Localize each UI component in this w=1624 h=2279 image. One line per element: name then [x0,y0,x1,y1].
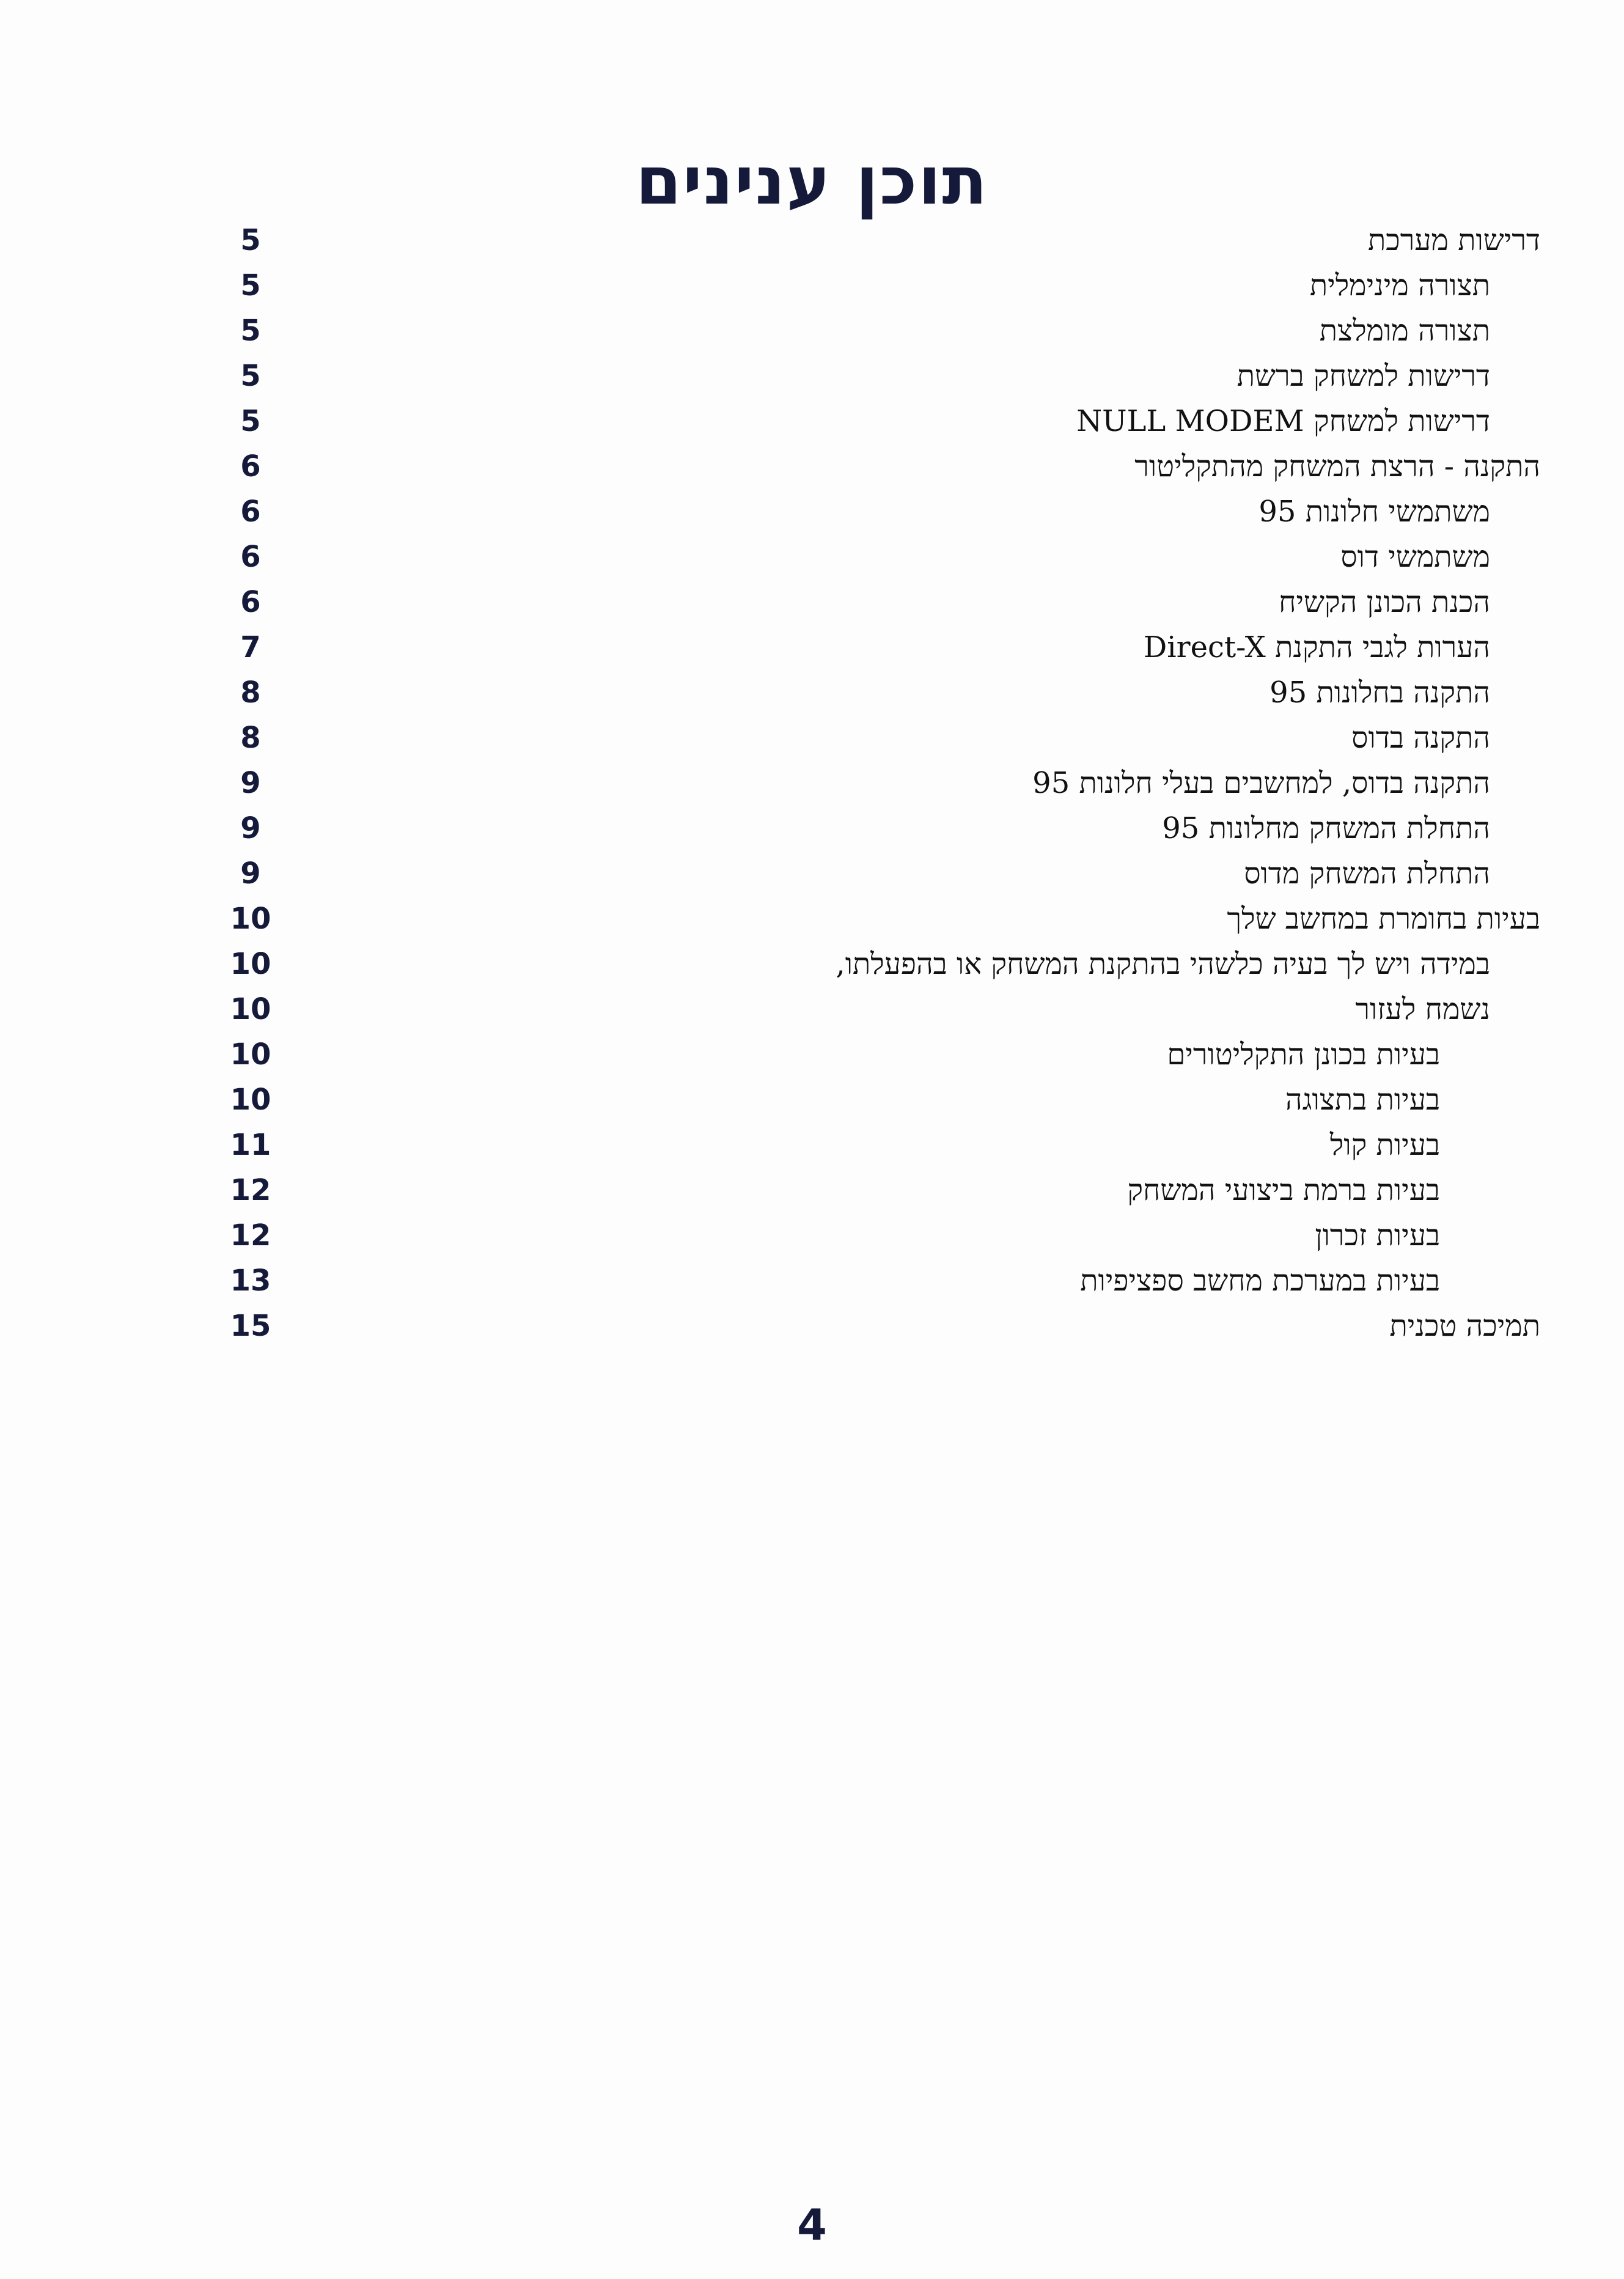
toc-entry [220,670,1540,715]
toc-entry-page: 6 [240,585,261,619]
toc-entry [220,1213,1540,1258]
toc-entry-label: במידה ויש לך בעיה כלשהי בהתקנת המשחק או בהפעלתו, [836,947,1490,981]
toc-entry-label: תצורה מומלצת [1319,314,1490,348]
toc-entry-page: 6 [240,540,261,574]
toc-entry-page: 10 [230,1083,271,1117]
toc-entry-label: בעיות זכרון [1315,1218,1440,1253]
toc-entry-label: הערות לגבי התקנת Direct-X [1143,630,1490,665]
toc-entry-label: התקנה - הרצת המשחק מהתקליטור [1134,449,1540,484]
toc-entry-label: משתמשי דוס [1340,540,1490,574]
toc-entry [220,534,1540,580]
toc-entry [220,851,1540,896]
toc-entry-label: תמיכה טכנית [1389,1309,1540,1343]
toc-entry-page: 6 [240,495,261,529]
toc-entry [220,1168,1540,1213]
toc-entry-page: 12 [230,1218,271,1253]
toc-entry [220,1303,1540,1349]
toc-entry-page: 5 [240,404,261,438]
toc-entry-label: בעיות בכונן התקליטורים [1167,1037,1440,1072]
toc-entry-page: 7 [240,630,261,665]
toc-entry [220,715,1540,760]
toc-entry-page: 10 [230,992,271,1026]
toc-entry-page: 8 [240,721,261,755]
toc-entry [220,444,1540,489]
toc-entry [220,896,1540,941]
toc-entry [220,489,1540,534]
toc-entry [220,1122,1540,1168]
toc-entry-page: 13 [230,1264,271,1298]
toc-entry [220,760,1540,806]
toc-entry-page: 10 [230,947,271,981]
toc-entry [220,1032,1540,1077]
toc-entry [220,580,1540,625]
toc-entry-label: התקנה בחלונות 95 [1269,676,1490,710]
toc-entry-page: 5 [240,268,261,303]
toc-entry-label: בעיות קול [1329,1128,1440,1162]
toc-entry-label: בעיות בחומרת במחשב שלך [1227,902,1540,936]
toc-entry-label: התחלת המשחק מדוס [1244,856,1490,891]
toc-entry-label: התחלת המשחק מחלונות 95 [1162,811,1490,845]
toc-entry-page: 10 [230,902,271,936]
toc-entry-page: 9 [240,811,261,845]
toc-entry-page: 6 [240,449,261,484]
toc-entry-label: בעיות ברמת ביצועי המשחק [1127,1173,1440,1207]
toc-entry [220,263,1540,308]
table-of-contents [220,218,1540,1367]
toc-entry [220,1077,1540,1122]
toc-entry [220,625,1540,670]
toc-entry-label: התקנה בדוס, למחשבים בעלי חלונות 95 [1032,766,1490,800]
toc-entry-label: נשמח לעזור [1355,992,1490,1026]
toc-entry [220,353,1540,399]
toc-entry [220,1258,1540,1303]
page-number: 4 [797,2200,827,2250]
toc-entry-label: דרישות למשחק ברשת [1236,359,1490,393]
toc-entry [220,308,1540,353]
toc-entry-label: דרישות מערכת [1368,223,1540,257]
toc-entry [220,218,1540,263]
toc-entry-label: בעיות בתצוגה [1285,1083,1440,1117]
toc-entry-page: 12 [230,1173,271,1207]
toc-entry [220,399,1540,444]
toc-entry [220,941,1540,987]
toc-entry-page: 9 [240,856,261,891]
toc-entry-page: 5 [240,314,261,348]
toc-entry-page: 9 [240,766,261,800]
page-title: תוכן ענינים [635,143,989,220]
toc-entry [220,806,1540,851]
toc-entry-label: התקנה בדוס [1351,721,1490,755]
toc-entry-label: דרישות למשחק NULL MODEM [1076,404,1490,438]
toc-entry-page: 15 [230,1309,271,1343]
toc-entry-page: 8 [240,676,261,710]
toc-entry-page: 10 [230,1037,271,1072]
toc-entry-label: תצורה מינימלית [1309,268,1490,303]
toc-entry-page: 11 [230,1128,271,1162]
toc-entry-page: 5 [240,223,261,257]
toc-entry-label: משתמשי חלונות 95 [1258,495,1490,529]
toc-entry-label: הכנת הכונן הקשיח [1279,585,1490,619]
toc-entry [220,987,1540,1032]
toc-entry-label: בעיות במערכת מחשב ספציפיות [1080,1264,1440,1298]
toc-entry-page: 5 [240,359,261,393]
